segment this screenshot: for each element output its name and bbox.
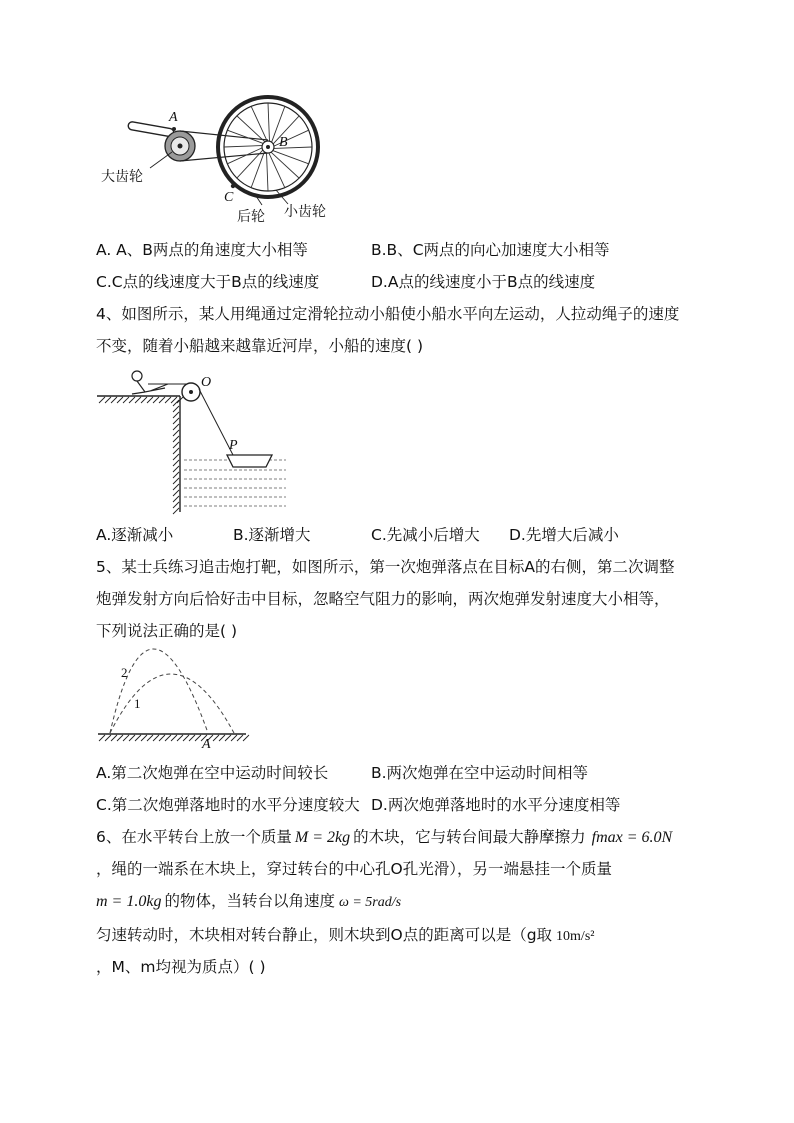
q4-option-a: A.逐渐减小 [96, 526, 174, 544]
q5-option-b: B.两次炮弹在空中运动时间相等 [371, 764, 589, 782]
q6-mass-big-m: M = 2kg [294, 829, 351, 846]
q6-stem-line1 [96, 827, 672, 848]
q5-stem-line1: 5、某士兵练习追击炮打靶，如图所示，第一次炮弹落点在目标A的右侧，第二次调整 [96, 558, 675, 576]
q4-stem-line1: 4、如图所示，某人用绳通过定滑轮拉动小船使小船水平向左运动，人拉动绳子的速度 [96, 305, 680, 323]
q6-text-3b: 的物体，当转台以角速度 [164, 892, 335, 910]
q6-stem-line4 [96, 925, 594, 947]
label-point-a: A [169, 110, 178, 125]
q5-stem-line3: 下列说法正确的是( ) [96, 622, 238, 640]
q4-stem-line2: 不变，随着小船越来越靠近河岸，小船的速度( ) [96, 337, 424, 355]
q6-stem-line3 [96, 891, 401, 913]
q3-option-a: A. A、B两点的角速度大小相等 [96, 241, 308, 259]
q4-option-c: C.先减小后增大 [371, 526, 480, 544]
label-boat-p: P [229, 438, 238, 453]
q6-text-1b: 的木块，它与转台间最大静摩擦力 [353, 828, 586, 846]
q3-option-c: C.C点的线速度大于B点的线速度 [96, 273, 320, 291]
q4-option-b: B.逐渐增大 [233, 526, 311, 544]
q6-text-1a: 6、在水平转台上放一个质量 [96, 828, 292, 846]
q6-fmax: fmax = 6.0N [591, 829, 673, 846]
label-target-a: A [202, 737, 211, 752]
q6-text-4a: 匀速转动时，木块相对转台静止，则木块到O点的距离可以是（g取 [96, 926, 553, 944]
q5-option-c: C.第二次炮弹落地时的水平分速度较大 [96, 796, 360, 814]
label-point-c: C [224, 190, 234, 205]
label-trajectory-2: 2 [121, 665, 128, 680]
label-big-gear: 大齿轮 [101, 169, 143, 185]
label-trajectory-1: 1 [134, 696, 141, 711]
label-rear-wheel: 后轮 [237, 209, 265, 225]
label-pulley-o: O [201, 375, 212, 390]
q5-stem-line2: 炮弹发射方向后恰好击中目标，忽略空气阻力的影响，两次炮弹发射速度大小相等， [96, 590, 670, 608]
q5-option-d: D.两次炮弹落地时的水平分速度相等 [371, 796, 621, 814]
q6-stem-line2: ，绳的一端系在木块上，穿过转台的中心孔O孔光滑），另一端悬挂一个质量 [96, 860, 612, 878]
q6-mass-small-m: m = 1.0kg [96, 893, 162, 910]
label-small-gear: 小齿轮 [284, 204, 326, 220]
q6-g-value: 10m/s² [556, 929, 595, 944]
q6-omega: ω = 5rad/s [338, 895, 402, 910]
q6-stem-line5: ，M、m均视为质点）( ) [96, 958, 266, 976]
label-point-b: B [279, 135, 288, 150]
q3-option-d: D.A点的线速度小于B点的线速度 [371, 273, 596, 291]
q4-option-d: D.先增大后减小 [509, 526, 619, 544]
q3-option-b: B.B、C两点的向心加速度大小相等 [371, 241, 610, 259]
q5-option-a: A.第二次炮弹在空中运动时间较长 [96, 764, 329, 782]
